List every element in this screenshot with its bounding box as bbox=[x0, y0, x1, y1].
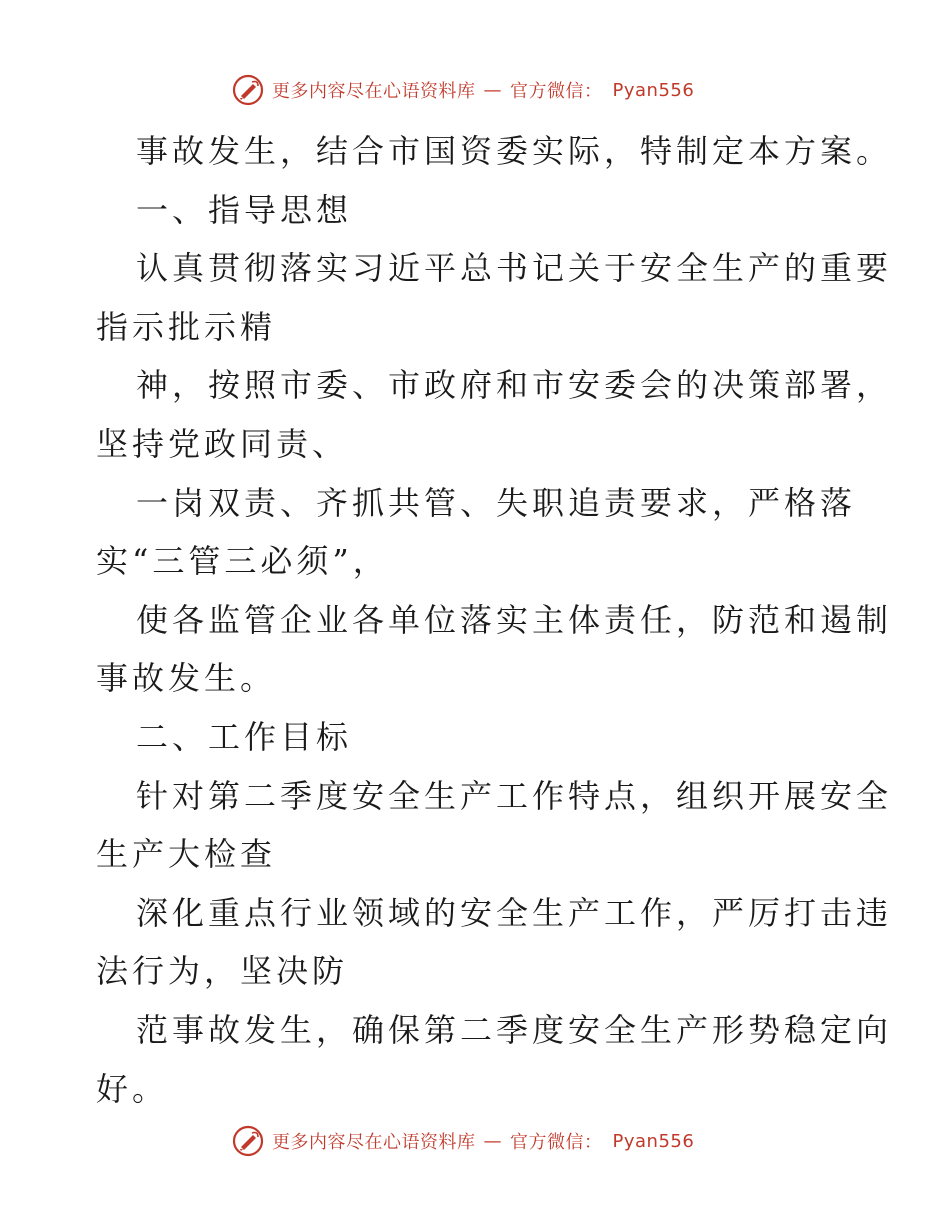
footer-banner bbox=[232, 1123, 752, 1159]
footer-brand-text: 更多内容尽在心语资料库 bbox=[272, 1132, 476, 1153]
doc-line-4: 指示批示精 bbox=[96, 307, 277, 346]
doc-line-7: 一岗双责、齐抓共管、失职追责要求，严格落 bbox=[136, 483, 857, 522]
doc-line-12: 针对第二季度安全生产工作特点，组织开展安全 bbox=[136, 776, 893, 815]
doc-line-14: 深化重点行业领域的安全生产工作，严厉打击违 bbox=[136, 893, 893, 932]
doc-line-3: 认真贯彻落实习近平总书记关于安全生产的重要 bbox=[136, 249, 893, 288]
quill-pen-logo-icon bbox=[232, 74, 264, 106]
footer-wechat-id: Pyan556 bbox=[612, 1130, 695, 1152]
doc-line-8: 实“三管三必须”， bbox=[96, 542, 389, 581]
doc-line-1: 事故发生，结合市国资委实际，特制定本方案。 bbox=[136, 132, 893, 170]
doc-line-13: 生产大检查 bbox=[96, 835, 277, 874]
doc-line-6: 坚持党政同责、 bbox=[96, 424, 349, 463]
header-official-label: 官方微信： bbox=[510, 81, 603, 102]
doc-line-10: 事故发生。 bbox=[96, 659, 277, 698]
header-dash: — bbox=[483, 79, 502, 101]
doc-line-5: 神，按照市委、市政府和市安委会的决策部署， bbox=[136, 366, 893, 405]
header-brand-text: 更多内容尽在心语资料库 bbox=[272, 81, 476, 102]
header-wechat-id: Pyan556 bbox=[612, 79, 695, 101]
section-heading-guiding-thought: 一、指导思想 bbox=[136, 190, 353, 229]
doc-line-17: 好。 bbox=[96, 1069, 169, 1108]
quill-pen-logo-icon bbox=[232, 1125, 264, 1157]
section-heading-work-goals: 二、工作目标 bbox=[136, 717, 353, 756]
footer-dash: — bbox=[483, 1130, 502, 1152]
doc-line-16: 范事故发生，确保第二季度安全生产形势稳定向 bbox=[136, 1010, 893, 1049]
doc-line-9: 使各监管企业各单位落实主体责任，防范和遏制 bbox=[136, 600, 893, 639]
footer-official-label: 官方微信： bbox=[510, 1132, 603, 1153]
document-body bbox=[96, 122, 893, 1118]
doc-line-15: 法行为，坚决防 bbox=[96, 952, 349, 991]
header-banner bbox=[232, 72, 752, 108]
